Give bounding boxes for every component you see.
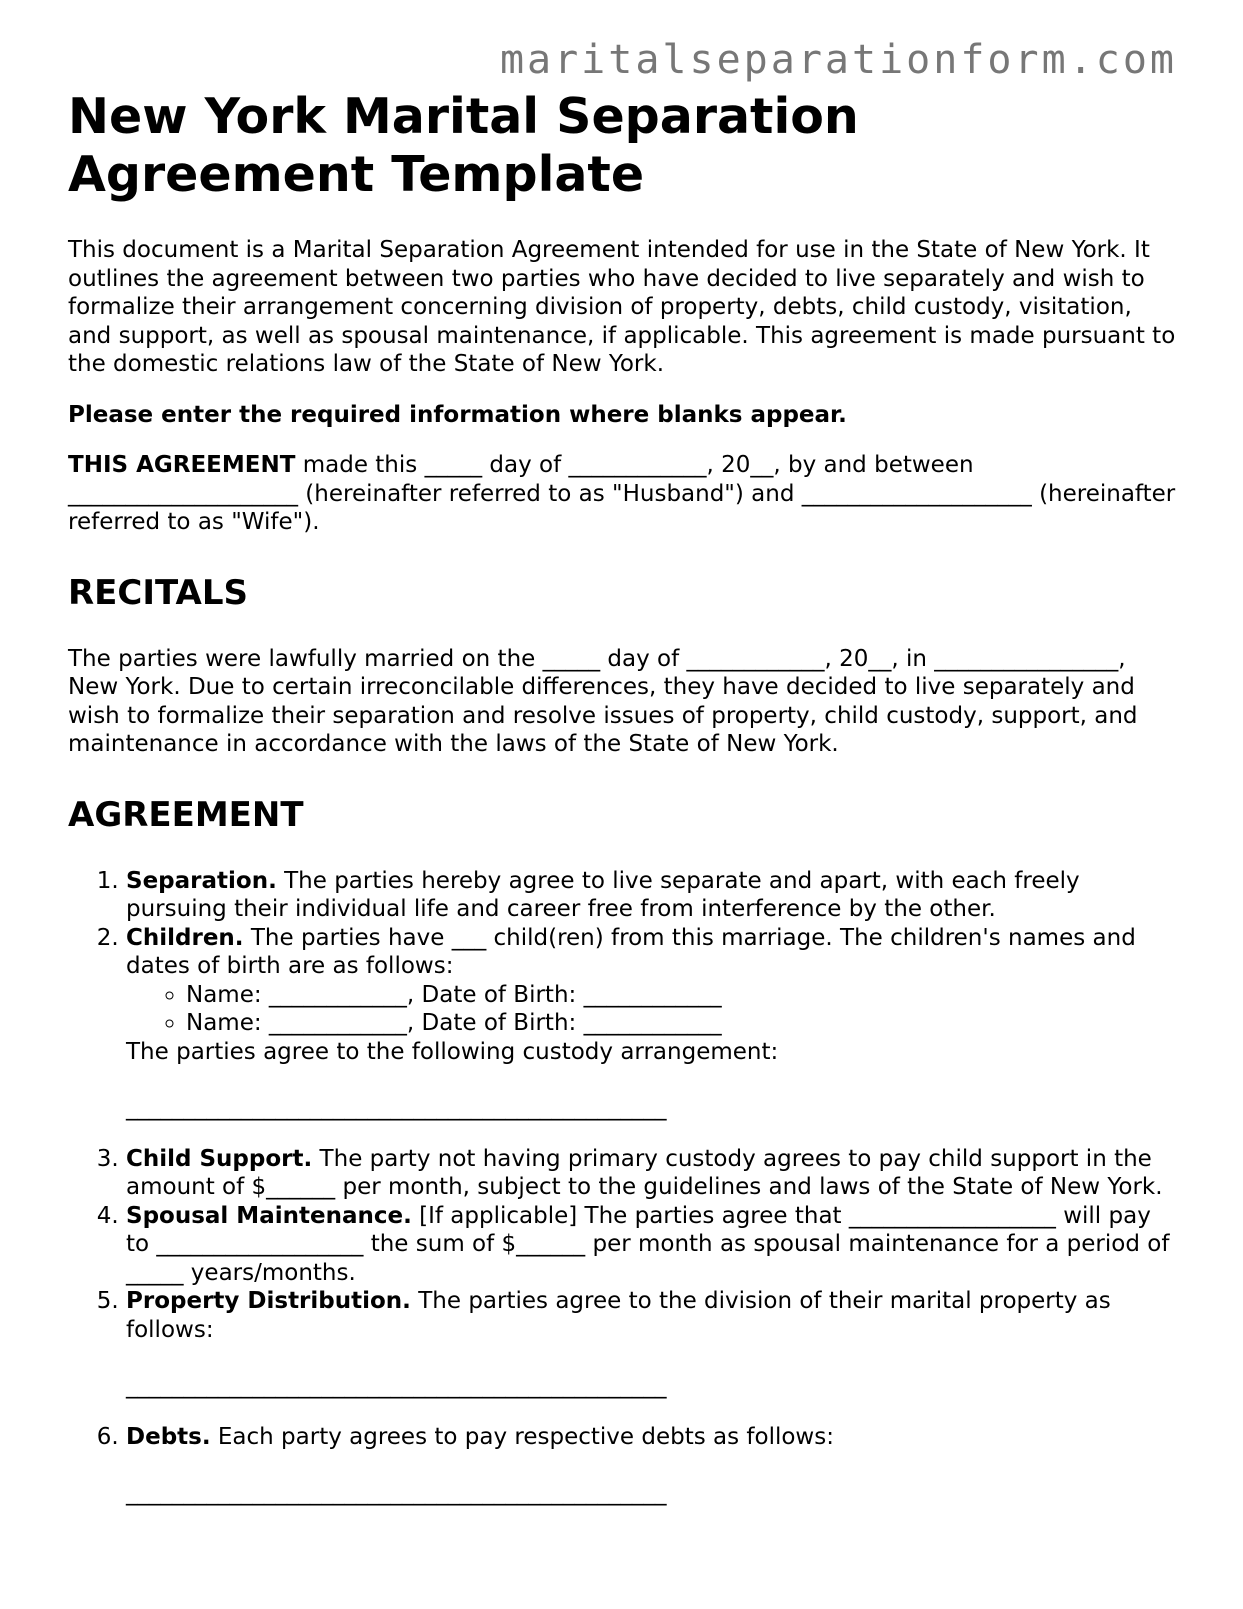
agreement-intro-lead: THIS AGREEMENT bbox=[68, 452, 296, 478]
child-entry: ◦ Name: ____________, Date of Birth: ____________ bbox=[186, 1009, 1178, 1038]
recitals-paragraph: The parties were lawfully married on the _____ day of ____________, 20__, in ________________, New York. Due to certain irreconcilable differences, they have decided to live separately and wish to formalize their separation and resolve issues of property, child custody, support, and maintenance in accordance with the laws of the State of New York. bbox=[68, 645, 1138, 757]
item-title: Children. bbox=[126, 924, 244, 951]
item-title: Separation. bbox=[126, 867, 277, 894]
item-text: The parties agree to the division of their marital property as follows: bbox=[126, 1288, 1111, 1343]
agreement-list bbox=[68, 867, 1178, 1508]
agreement-item-property-distribution bbox=[126, 1287, 1178, 1401]
item-text: The party not having primary custody agrees to pay child support in the amount of $______ per month, subject to the guidelines and laws of the State of New York. bbox=[126, 1145, 1163, 1200]
agreement-item-child-support bbox=[126, 1145, 1178, 1202]
item-text: The parties hereby agree to live separate and apart, with each freely pursuing their individual life and career free from interference by the other. bbox=[126, 867, 1080, 922]
watermark: maritalseparationform.com bbox=[499, 37, 1177, 83]
custody-blank-line: _______________________________________________ bbox=[126, 1095, 667, 1121]
item-title: Property Distribution. bbox=[126, 1288, 411, 1314]
agreement-intro-text: made this _____ day of ____________, 20__, by and between ____________________ (hereinafter referred to as "Husband") and ____________________ (hereinafter referred to as "Wife"). bbox=[68, 452, 1176, 535]
item-text: Each party agrees to pay respective debts as follows: bbox=[210, 1423, 834, 1450]
item-title: Debts. bbox=[126, 1423, 211, 1450]
debts-blank-line: _______________________________________________ bbox=[126, 1480, 667, 1506]
document-page bbox=[68, 88, 1178, 1530]
instruction-paragraph bbox=[68, 401, 1178, 430]
children-list bbox=[126, 981, 1178, 1038]
agreement-item-debts bbox=[126, 1423, 1178, 1508]
child-entry: ◦ Name: ____________, Date of Birth: ____________ bbox=[186, 981, 1178, 1010]
agreement-intro-paragraph bbox=[68, 451, 1178, 537]
agreement-heading: AGREEMENT bbox=[68, 794, 304, 835]
item-text: [If applicable] The parties agree that __________________ will pay to __________________ the sum of $______ per month as spousal maintenance for a period of _____ years/months. bbox=[126, 1202, 1170, 1286]
agreement-item-separation bbox=[126, 867, 1178, 924]
intro-paragraph: This document is a Marital Separation Agreement intended for use in the State of New York. It outlines the agreement between two parties who have decided to live separately and wish to formalize their arrangement concerning division of property, debts, child custody, visitation, and support, as well as spousal maintenance, if applicable. This agreement is made pursuant to the domestic relations law of the State of New York. bbox=[68, 237, 1176, 377]
property-blank-line: _______________________________________________ bbox=[126, 1373, 667, 1399]
item-title: Child Support. bbox=[126, 1145, 313, 1172]
page-title: New York Marital Separation Agreement Template bbox=[68, 88, 859, 203]
agreement-item-spousal-maintenance bbox=[126, 1202, 1178, 1288]
item-title: Spousal Maintenance. bbox=[126, 1202, 412, 1229]
item-text: The parties have ___ child(ren) from this marriage. The children's names and dates of birth are as follows: bbox=[126, 924, 1136, 979]
recitals-heading: RECITALS bbox=[68, 572, 249, 613]
custody-text: The parties agree to the following custody arrangement: bbox=[126, 1038, 779, 1065]
instruction-text: Please enter the required information where blanks appear. bbox=[68, 401, 847, 428]
agreement-item-children bbox=[126, 924, 1178, 1123]
